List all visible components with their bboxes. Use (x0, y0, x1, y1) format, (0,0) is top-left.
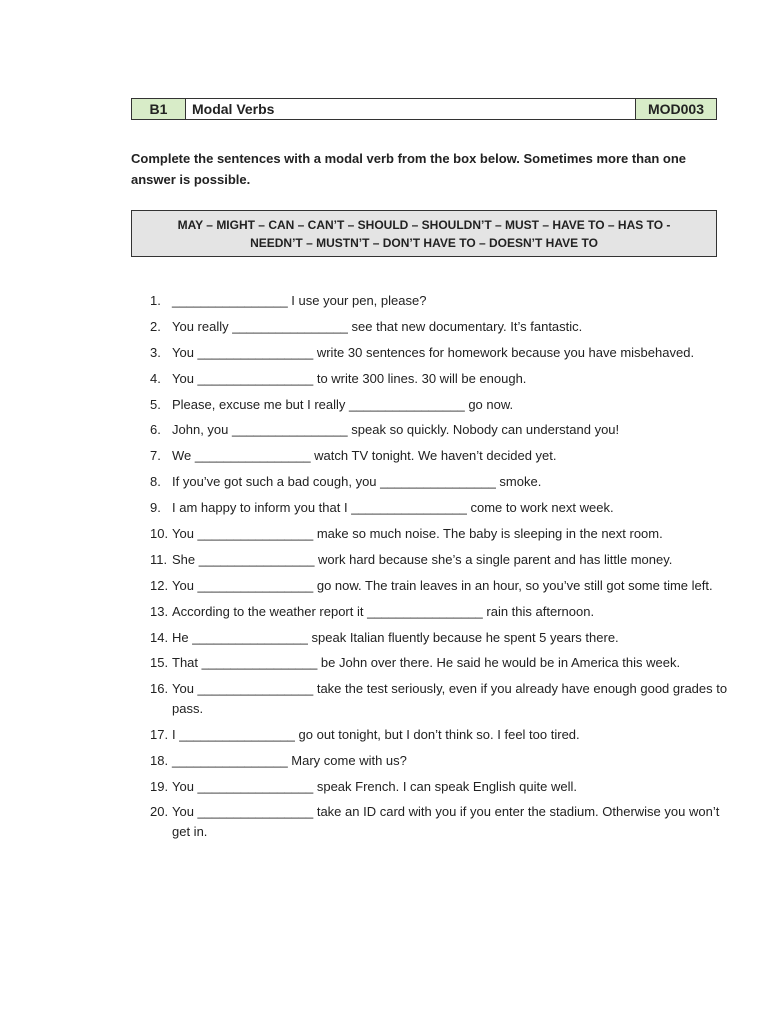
exercise-number: 4. (150, 370, 161, 386)
exercise-sentence: You ________________ take the test seriously, even if you already have enough good grades to pass. (172, 681, 728, 716)
exercise-number: 5. (150, 396, 161, 412)
exercise-number: 9. (150, 500, 161, 516)
exercise-number: 15. (150, 655, 169, 671)
exercise-number: 10. (150, 526, 169, 542)
exercise-item (150, 550, 730, 570)
exercise-item (150, 472, 730, 492)
exercise-item (150, 446, 730, 466)
exercise-sentence: I ________________ go out tonight, but I don’t think so. I feel too tired. (172, 726, 580, 742)
exercise-item (150, 653, 730, 673)
exercise-item (150, 725, 730, 745)
modal-verb-box-line-1: MAY – MIGHT – CAN – CAN’T – SHOULD – SHOULDN’T – MUST – HAVE TO – HAS TO - (177, 218, 671, 232)
exercise-number: 19. (150, 778, 169, 794)
exercise-item (150, 395, 730, 415)
exercise-item (150, 802, 730, 841)
worksheet-header (131, 98, 717, 120)
exercise-sentence: You ________________ write 30 sentences for homework because you have misbehaved. (172, 344, 695, 360)
exercise-sentence: Please, excuse me but I really ________________ go now. (172, 396, 514, 412)
exercise-item (150, 777, 730, 797)
exercise-number: 1. (150, 293, 161, 308)
modal-verb-box-line-2: NEEDN’T – MUSTN’T – DON’T HAVE TO – DOESN’T HAVE TO (250, 236, 598, 250)
level-badge: B1 (132, 99, 186, 119)
exercise-item (150, 420, 730, 440)
exercise-sentence: ________________ I use your pen, please? (172, 293, 427, 308)
exercise-sentence: I am happy to inform you that I ________________ come to work next week. (172, 500, 614, 516)
modal-verb-box (131, 210, 717, 257)
exercise-number: 18. (150, 752, 169, 768)
exercise-item (150, 524, 730, 544)
exercise-number: 3. (150, 344, 161, 360)
exercise-sentence: You ________________ to write 300 lines. 30 will be enough. (172, 370, 527, 386)
exercise-item (150, 576, 730, 596)
exercise-item (150, 679, 730, 718)
exercise-number: 7. (150, 448, 161, 464)
exercise-number: 12. (150, 577, 169, 593)
exercise-number: 8. (150, 474, 161, 490)
exercise-item (150, 369, 730, 389)
exercise-sentence: ________________ Mary come with us? (172, 752, 407, 768)
instructions: Complete the sentences with a modal verb from the box below. Sometimes more than one answer is possible. (131, 151, 687, 187)
exercise-item (150, 751, 730, 771)
exercise-item (150, 602, 730, 622)
exercise-item (150, 317, 730, 337)
exercise-item (150, 498, 730, 518)
exercise-sentence: If you’ve got such a bad cough, you ________________ smoke. (172, 474, 542, 490)
exercise-number: 6. (150, 422, 161, 438)
exercise-sentence: You really ________________ see that new documentary. It’s fantastic. (172, 318, 583, 334)
exercise-number: 17. (150, 726, 169, 742)
exercise-item (150, 343, 730, 363)
worksheet-title: Modal Verbs (192, 101, 275, 117)
exercise-sentence: He ________________ speak Italian fluently because he spent 5 years there. (172, 629, 619, 645)
worksheet-code: MOD003 (635, 99, 716, 119)
exercise-item (150, 291, 730, 311)
exercise-sentence: We ________________ watch TV tonight. We haven’t decided yet. (172, 448, 557, 464)
exercise-number: 14. (150, 629, 169, 645)
exercise-sentence: That ________________ be John over there. He said he would be in America this week. (172, 655, 681, 671)
exercise-sentence: You ________________ go now. The train leaves in an hour, so you’ve still got some time left. (172, 577, 713, 593)
exercise-sentence: You ________________ take an ID card with you if you enter the stadium. Otherwise you won’t get in. (172, 804, 720, 839)
exercise-sentence: According to the weather report it ________________ rain this afternoon. (172, 603, 595, 619)
exercise-list (150, 291, 730, 848)
exercise-sentence: John, you ________________ speak so quickly. Nobody can understand you! (172, 422, 620, 438)
exercise-number: 13. (150, 603, 169, 619)
exercise-sentence: She ________________ work hard because she’s a single parent and has little money. (172, 551, 673, 567)
exercise-sentence: You ________________ make so much noise. The baby is sleeping in the next room. (172, 526, 663, 542)
exercise-number: 16. (150, 681, 169, 697)
exercise-number: 2. (150, 318, 161, 334)
exercise-number: 11. (150, 551, 168, 567)
exercise-sentence: You ________________ speak French. I can speak English quite well. (172, 778, 577, 794)
exercise-item (150, 628, 730, 648)
exercise-number: 20. (150, 804, 169, 820)
